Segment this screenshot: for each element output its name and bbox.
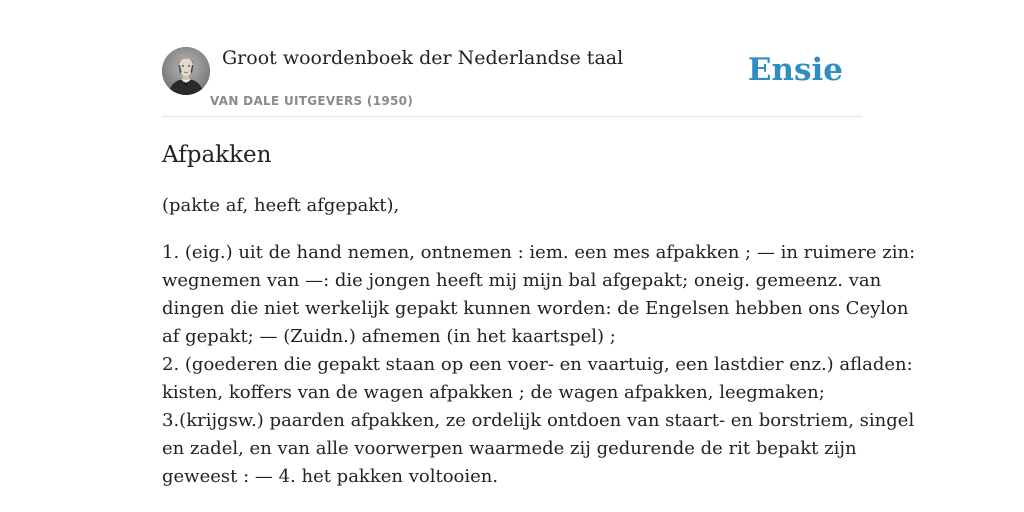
definition-line: wegnemen van —: die jongen heeft mij mijn bal afgepakt; oneig. gemeenz. van — [162, 270, 882, 291]
entry-grammar: (pakte af, heeft afgepakt), — [162, 195, 400, 216]
definition-line: kisten, koffers van de wagen afpakken ; de wagen afpakken, leegmaken; — [162, 382, 825, 403]
definition-line: af gepakt; — (Zuidn.) afnemen (in het kaartspel) ; — [162, 326, 616, 347]
entry-headword: Afpakken — [162, 142, 272, 168]
definition-line: 2. (goederen die gepakt staan op een voer- en vaartuig, een lastdier enz.) afladen: — [162, 354, 913, 375]
definition-line: 3.(krijgsw.) paarden afpakken, ze ordelijk ontdoen van staart- en borstriem, singel — [162, 410, 915, 431]
definition-line: dingen die niet werkelijk gepakt kunnen worden: de Engelsen hebben ons Ceylon — [162, 298, 909, 319]
definition-line: geweest : — 4. het pakken voltooien. — [162, 466, 499, 487]
author-avatar — [162, 47, 210, 95]
portrait-photo-icon — [162, 47, 210, 95]
definition-line: 1. (eig.) uit de hand nemen, ontnemen : iem. een mes afpakken ; — in ruimere zin: — [162, 242, 916, 263]
ensie-logo[interactable]: Ensie — [747, 52, 843, 88]
entry-definition — [162, 239, 916, 491]
publisher-label: VAN DALE UITGEVERS (1950) — [210, 94, 414, 108]
dictionary-header — [162, 46, 862, 117]
book-title[interactable]: Groot woordenboek der Nederlandse taal — [222, 47, 624, 69]
definition-line: en zadel, en van alle voorwerpen waarmede zij gedurende de rit bepakt zijn — [162, 438, 857, 459]
